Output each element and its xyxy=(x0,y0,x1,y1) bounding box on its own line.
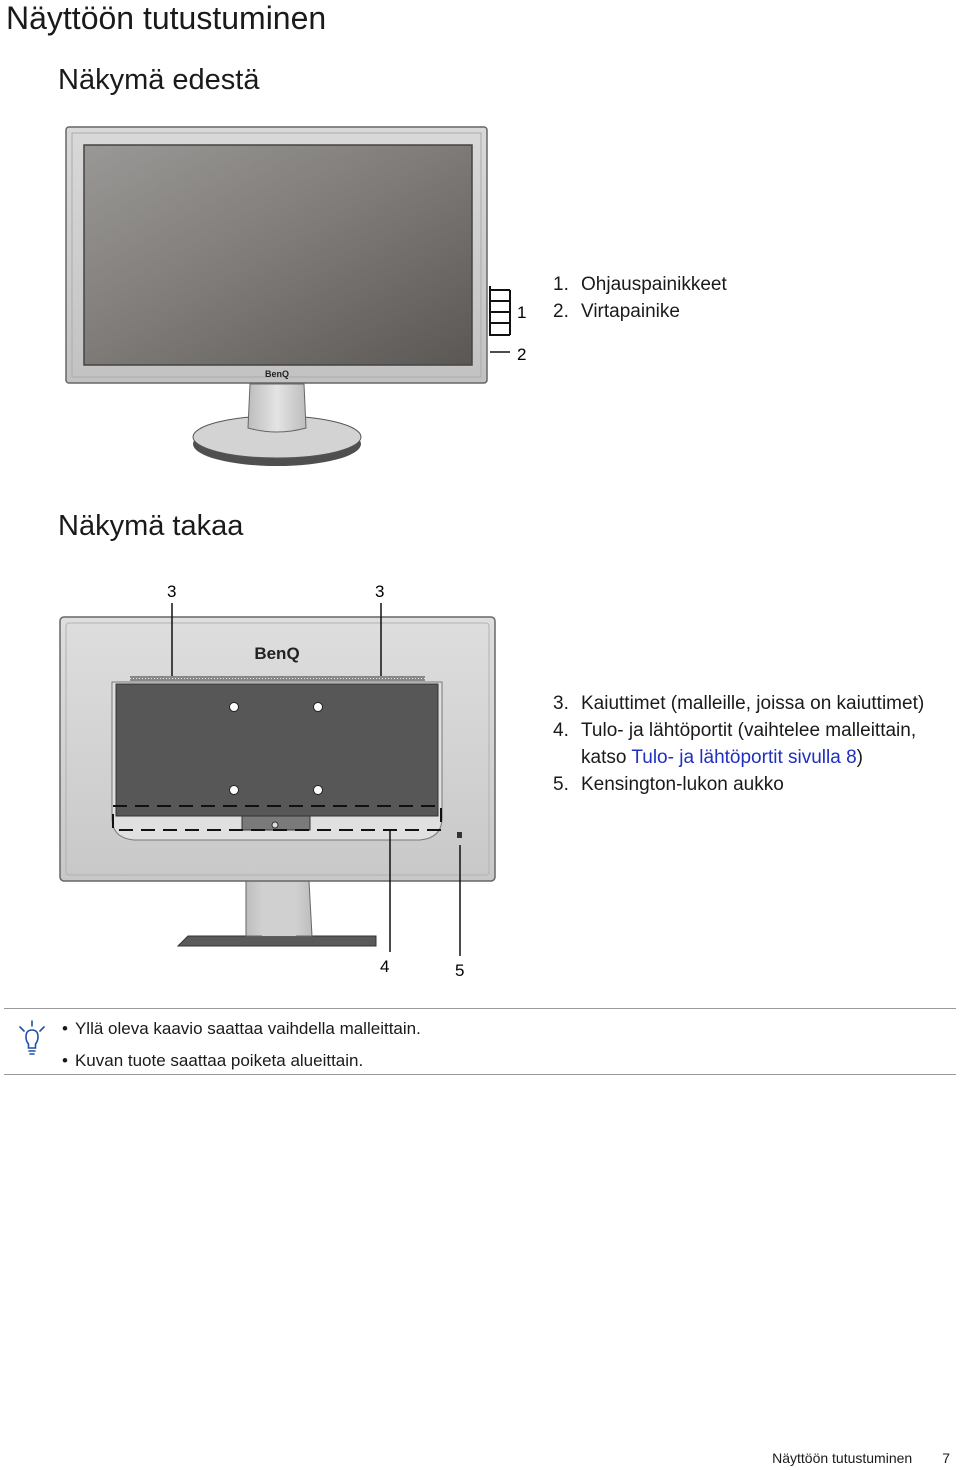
front-brand-logo: BenQ xyxy=(264,369,290,379)
legend-item: 3. Kaiuttimet (malleille, joissa on kaiuttimet) xyxy=(553,693,925,714)
legend-item: 5. Kensington-lukon aukko xyxy=(553,774,784,795)
front-screen xyxy=(84,145,472,365)
legend-item: 2. Virtapainike xyxy=(553,301,680,322)
back-view-heading: Näkymä takaa xyxy=(58,510,244,542)
front-legend xyxy=(553,271,803,325)
callout-2: 2 xyxy=(517,345,527,364)
callout-1: 1 xyxy=(517,303,527,322)
front-stand xyxy=(193,384,361,466)
back-legend xyxy=(553,690,948,798)
footer-section: Näyttöön tutustuminen xyxy=(772,1450,913,1466)
callout-5: 5 xyxy=(455,961,465,980)
legend-item: 1. Ohjauspainikkeet xyxy=(553,274,727,295)
note-list xyxy=(62,1013,421,1077)
page-title: Näyttöön tutustuminen xyxy=(6,0,327,36)
page-number: 7 xyxy=(942,1450,950,1466)
front-monitor xyxy=(66,127,487,383)
front-view-heading: Näkymä edestä xyxy=(58,64,260,96)
lightbulb-icon xyxy=(16,1019,48,1057)
front-control-buttons xyxy=(490,286,510,352)
note-item: • Kuvan tuote saattaa poiketa alueittain. xyxy=(62,1045,421,1077)
page-footer xyxy=(772,1450,950,1466)
ports-page-link[interactable]: Tulo- ja lähtöportit sivulla 8 xyxy=(631,747,857,768)
note-box xyxy=(4,1008,956,1075)
callout-3-right: 3 xyxy=(375,582,385,601)
back-brand-logo: BenQ xyxy=(254,644,300,663)
note-item: • Yllä oleva kaavio saattaa vaihdella malleittain. xyxy=(62,1013,421,1045)
back-monitor xyxy=(60,617,495,946)
legend-item: 4. Tulo- ja lähtöportit (vaihtelee malleittain, katso Tulo- ja lähtöportit sivulla 8) xyxy=(553,720,917,768)
callout-4: 4 xyxy=(380,957,390,976)
callout-3-left: 3 xyxy=(167,582,177,601)
